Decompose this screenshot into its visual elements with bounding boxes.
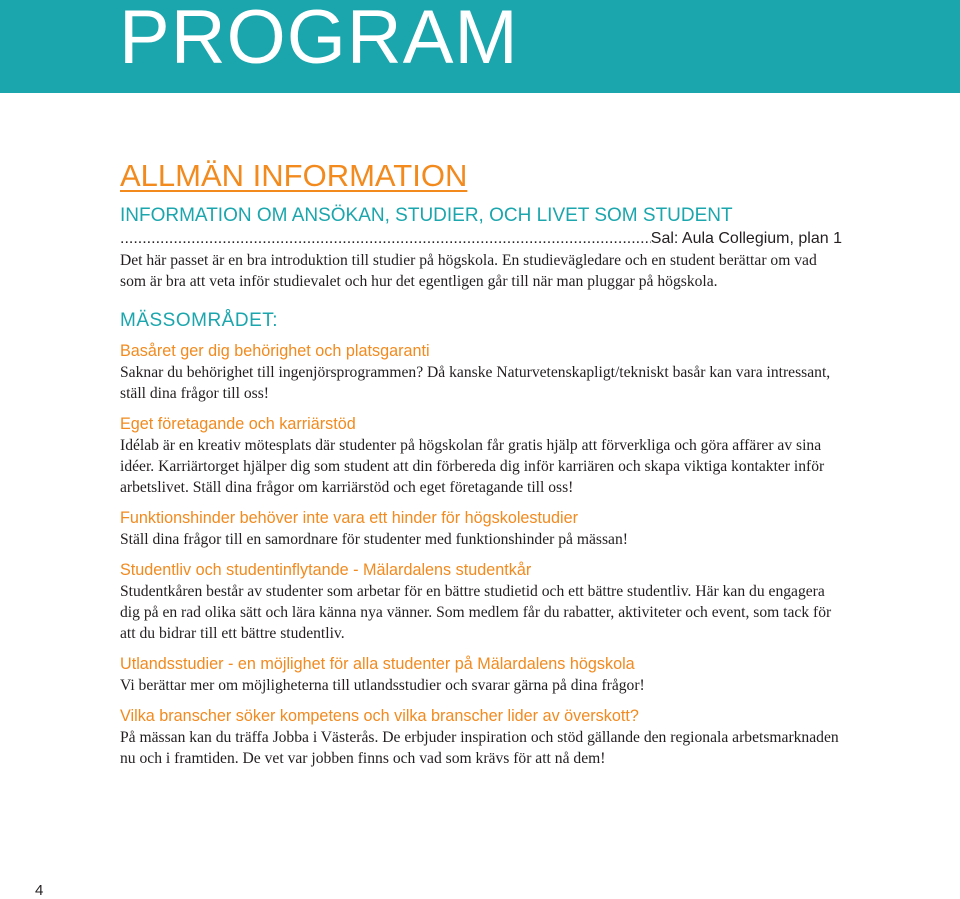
venue-text: Sal: Aula Collegium, plan 1 — [650, 230, 842, 247]
section-subheading: INFORMATION OM ANSÖKAN, STUDIER, OCH LIVET SOM STUDENT — [120, 205, 733, 226]
area-heading: MÄSSOMRÅDET: — [120, 310, 279, 331]
header-banner — [0, 0, 960, 93]
area-item — [120, 414, 842, 498]
area-item — [120, 706, 842, 769]
section-heading: ALLMÄN INFORMATION — [120, 158, 468, 193]
item-title: Studentliv och studentinflytande - Mälardalens studentkår — [120, 561, 532, 579]
item-title: Utlandsstudier - en möjlighet för alla studenter på Mälardalens högskola — [120, 655, 635, 673]
item-title: Eget företagande och karriärstöd — [120, 415, 356, 433]
area-item — [120, 341, 842, 404]
item-title: Vilka branscher söker kompetens och vilka branscher lider av överskott? — [120, 707, 639, 725]
item-text: Studentkåren består av studenter som arbetar för en bättre studietid och ett bättre studentliv. Här kan du engagera dig på en rad olika sätt och lära känna nya vänner. Som medlem får du rabatter, aktiviteter och event, som tack för att du bidrar till ett bättre studentliv. — [120, 583, 832, 642]
leader-dots — [120, 228, 651, 250]
intro-paragraph: Det här passet är en bra introduktion till studier på högskola. En studievägledare och en student berättar om vad som är bra att veta inför studievalet och hur det egentligen går till när man pluggar på högskola. — [120, 252, 817, 290]
item-text: Saknar du behörighet till ingenjörsprogrammen? Då kanske Naturvetenskapligt/tekniskt basår kan vara intressant, ställ dina frågor till oss! — [120, 364, 831, 402]
area-item — [120, 654, 842, 696]
page-number: 4 — [35, 882, 44, 899]
area-item — [120, 560, 842, 644]
item-text: Ställ dina frågor till en samordnare för studenter med funktionshinder på mässan! — [120, 531, 628, 548]
item-text: På mässan kan du träffa Jobba i Västerås. De erbjuder inspiration och stöd gällande den regionala arbetsmarknaden nu och i framtiden. De vet var jobben finns och vad som krävs för att nå dem! — [120, 729, 839, 767]
item-text: Vi berättar mer om möjligheterna till utlandsstudier och svarar gärna på dina frågor! — [120, 677, 645, 694]
venue-line — [120, 228, 842, 250]
item-text: Idélab är en kreativ mötesplats där studenter på högskolan får gratis hjälp att förverkliga och göra affärer av sina idéer. Karriärtorget hjälper dig som student att din förbereda dig inför karriären och skapa viktiga kontakter inför arbetslivet. Ställ dina frågor om karriärstöd och eget företagande till oss! — [120, 437, 825, 496]
item-title: Funktionshinder behöver inte vara ett hinder för högskolestudier — [120, 509, 579, 527]
main-content — [120, 156, 842, 769]
page-title: PROGRAM — [119, 0, 519, 80]
item-title: Basåret ger dig behörighet och platsgaranti — [120, 342, 430, 360]
area-item — [120, 508, 842, 550]
